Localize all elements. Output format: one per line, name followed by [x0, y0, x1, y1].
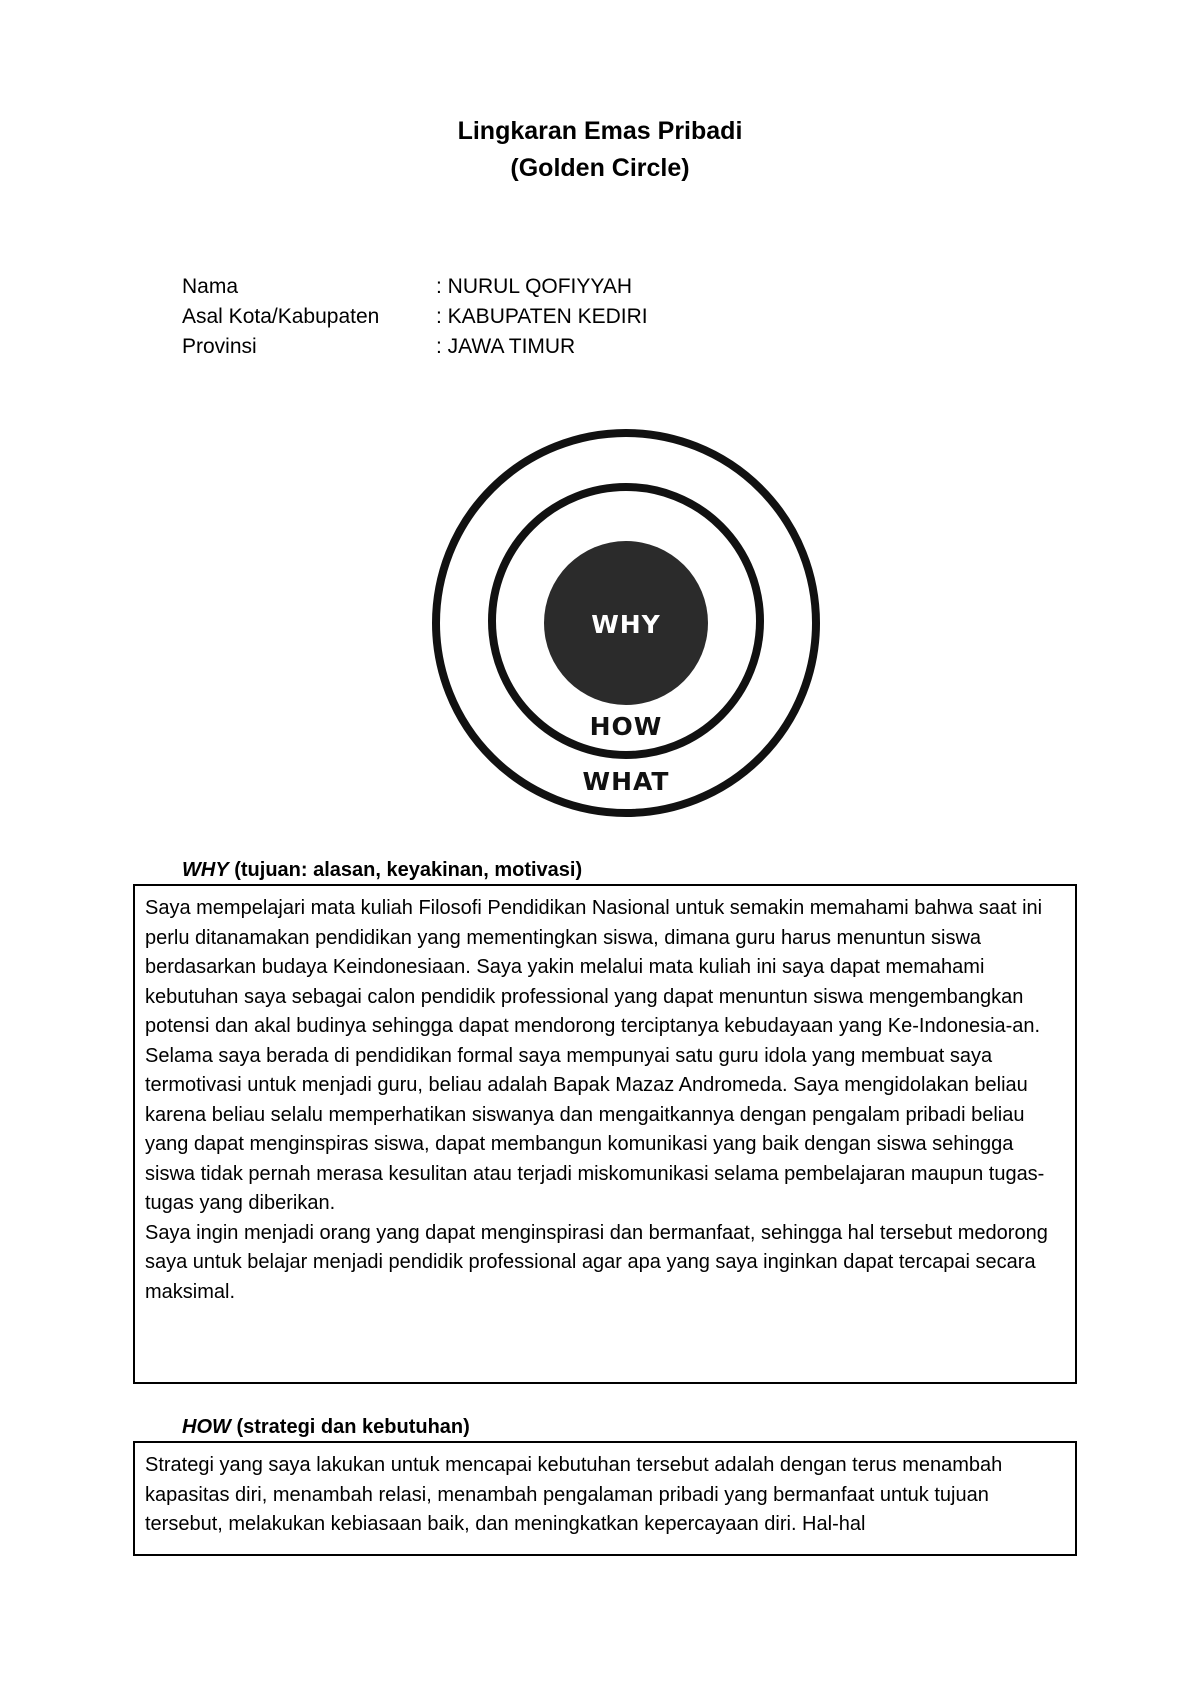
what-label: WHAT [582, 767, 670, 796]
golden-circle-diagram [428, 425, 824, 821]
how-heading-keyword: HOW [182, 1416, 231, 1438]
identity-row-name [182, 272, 648, 302]
why-heading [182, 856, 582, 884]
identity-value: : NURUL QOFIYYAH [436, 275, 633, 298]
identity-row-city [182, 302, 648, 332]
identity-label: Nama [182, 275, 239, 298]
document-title: Lingkaran Emas Pribadi [457, 117, 743, 145]
why-paragraph: Saya ingin menjadi orang yang dapat menginspirasi dan bermanfaat, sehingga hal tersebut medorong saya untuk belajar menjadi pendidik professional agar apa yang saya inginkan dapat tercapai secara maksimal. [145, 1221, 1048, 1303]
how-heading-text: (strategi dan kebutuhan) [230, 1416, 470, 1438]
how-label: HOW [589, 712, 663, 741]
identity-value: : JAWA TIMUR [436, 335, 576, 358]
document-subtitle: (Golden Circle) [510, 154, 690, 182]
identity-label: Provinsi [182, 335, 257, 358]
why-paragraph: Selama saya berada di pendidikan formal saya mempunyai satu guru idola yang membuat saya termotivasi untuk menjadi guru, beliau adalah Bapak Mazaz Andromeda. Saya mengidolakan beliau karena beliau selalu memperhatikan siswanya dan mengaitkannya dengan pengalam pribadi beliau yang dapat menginspiras siswa, dapat membangun komunikasi yang baik dengan siswa sehingga siswa tidak pernah merasa kesulitan atau terjadi miskomunikasi selama pembelajaran maupun tugas-tugas yang diberikan. [145, 1044, 1045, 1214]
how-paragraph: Strategi yang saya lakukan untuk mencapai kebutuhan tersebut adalah dengan terus menambah kapasitas diri, menambah relasi, menambah pengalaman pribadi yang bermanfaat untuk tujuan tersebut, melakukan kebiasaan baik, dan meningkatkan kepercayaan diri. Hal-hal [145, 1454, 1003, 1535]
why-heading-keyword: WHY [182, 859, 229, 881]
identity-label: Asal Kota/Kabupaten [182, 305, 380, 328]
how-text-box [133, 1441, 1077, 1556]
identity-row-province [182, 332, 648, 362]
golden-circle-svg [428, 425, 824, 821]
how-heading [182, 1413, 470, 1441]
why-label: WHY [591, 610, 661, 639]
why-text-box [133, 884, 1077, 1384]
why-paragraph: Saya mempelajari mata kuliah Filosofi Pendidikan Nasional untuk semakin memahami bahwa saat ini perlu ditanamakan pendidikan yang mementingkan siswa, dimana guru harus menuntun siswa berdasarkan budaya Keindonesiaan. Saya yakin melalui mata kuliah ini saya dapat memahami kebutuhan saya sebagai calon pendidik professional yang dapat menuntun siswa mengembangkan potensi dan akal budinya sehingga dapat mendorong terciptanya kebudayaan yang Ke-Indonesia-an. [145, 897, 1043, 1037]
why-heading-text: (tujuan: alasan, keyakinan, motivasi) [228, 859, 583, 881]
identity-value: : KABUPATEN KEDIRI [436, 305, 648, 328]
identity-block [182, 272, 648, 362]
